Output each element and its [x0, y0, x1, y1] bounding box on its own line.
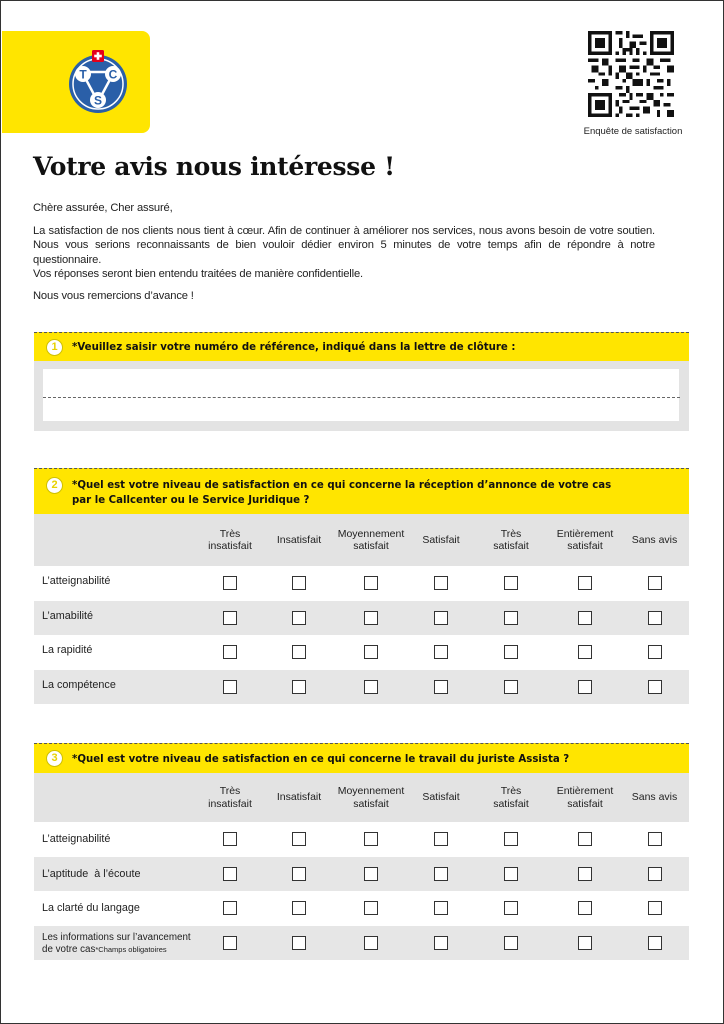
question-3-header-blank: [34, 773, 194, 822]
checkbox[interactable]: [578, 832, 592, 846]
checkbox[interactable]: [648, 867, 662, 881]
checkbox[interactable]: [292, 936, 306, 950]
checkbox[interactable]: [434, 645, 448, 659]
q2-col-header-tres-insatisfait: Très insatisfait: [194, 514, 266, 566]
checkbox[interactable]: [434, 611, 448, 625]
checkbox[interactable]: [648, 611, 662, 625]
checkbox[interactable]: [223, 936, 237, 950]
intro-confidential: Vos réponses seront bien entendu traitées de manière confidentielle.: [33, 267, 363, 280]
tcs-logo: [66, 50, 130, 114]
q3-row-label-atteignabilite: L’atteignabilité: [34, 822, 194, 857]
q3-row-label-line-2: de votre cas*Champs obligatoires: [42, 943, 167, 955]
q3-col-header-insatisfait: Insatisfait: [266, 773, 332, 822]
reference-number-dashed-line: [43, 397, 680, 398]
checkbox[interactable]: [648, 576, 662, 590]
question-1-text: *Veuillez saisir votre numéro de référence, indiqué dans la lettre de clôture :: [72, 342, 516, 353]
table-row: [34, 857, 689, 892]
table-row: [34, 566, 689, 601]
question-3-number-badge: 3: [46, 750, 63, 767]
checkbox[interactable]: [292, 611, 306, 625]
q2-row-label-competence: La compétence: [34, 670, 194, 705]
checkbox[interactable]: [648, 901, 662, 915]
checkbox[interactable]: [578, 611, 592, 625]
checkbox[interactable]: [223, 645, 237, 659]
q2-col-header-satisfait: Satisfait: [410, 514, 472, 566]
q3-col-header-entierement-satisfait: Entièrement satisfait: [550, 773, 620, 822]
q3-col-header-tres-satisfait: Très satisfait: [472, 773, 550, 822]
checkbox[interactable]: [434, 680, 448, 694]
checkbox[interactable]: [504, 901, 518, 915]
question-3-rating-grid: [34, 773, 689, 960]
q2-row-label-rapidite: La rapidité: [34, 635, 194, 670]
q2-col-header-sans-avis: Sans avis: [620, 514, 689, 566]
question-2-header-row: [34, 514, 689, 566]
checkbox[interactable]: [364, 832, 378, 846]
checkbox[interactable]: [434, 901, 448, 915]
question-3-bar: [34, 743, 689, 773]
q3-col-header-sans-avis: Sans avis: [620, 773, 689, 822]
question-1-bar: [34, 332, 689, 361]
checkbox[interactable]: [292, 645, 306, 659]
intro-text: [33, 201, 655, 303]
intro-greeting: Chère assurée, Cher assuré,: [33, 202, 173, 214]
question-2-header-blank: [34, 514, 194, 566]
question-2-text-line-2: par le Callcenter ou le Service Juridique ?: [72, 495, 310, 506]
q3-row-label-line-1: Les informations sur l’avancement: [42, 931, 191, 943]
checkbox[interactable]: [364, 901, 378, 915]
table-row: [34, 822, 689, 857]
checkbox[interactable]: [292, 867, 306, 881]
checkbox[interactable]: [648, 832, 662, 846]
question-2-section: [34, 468, 689, 704]
checkbox[interactable]: [364, 645, 378, 659]
question-3-header-row: [34, 773, 689, 822]
checkbox[interactable]: [648, 936, 662, 950]
checkbox[interactable]: [223, 611, 237, 625]
checkbox[interactable]: [292, 832, 306, 846]
checkbox[interactable]: [504, 611, 518, 625]
checkbox[interactable]: [578, 680, 592, 694]
checkbox[interactable]: [578, 936, 592, 950]
q2-col-header-tres-satisfait: Très satisfait: [472, 514, 550, 566]
checkbox[interactable]: [578, 901, 592, 915]
checkbox[interactable]: [223, 901, 237, 915]
qr-code: [588, 31, 674, 117]
table-row: [34, 926, 689, 961]
checkbox[interactable]: [578, 645, 592, 659]
page-title: Votre avis nous intéresse !: [33, 152, 395, 181]
checkbox[interactable]: [504, 680, 518, 694]
intro-thanks: Nous vous remercions d’avance !: [33, 290, 194, 303]
question-3-section: [34, 743, 689, 960]
checkbox[interactable]: [434, 576, 448, 590]
logo-letter-c: C: [108, 67, 118, 82]
checkbox[interactable]: [434, 867, 448, 881]
checkbox[interactable]: [648, 680, 662, 694]
qr-caption: Enquête de satisfaction: [583, 126, 683, 137]
q3-row-label-clarte-langage: La clarté du langage: [34, 891, 194, 926]
question-2-text-line-1: *Quel est votre niveau de satisfaction en ce qui concerne la réception d’annonce de votre cas: [72, 480, 612, 491]
checkbox[interactable]: [504, 936, 518, 950]
checkbox[interactable]: [364, 936, 378, 950]
checkbox[interactable]: [648, 645, 662, 659]
checkbox[interactable]: [223, 680, 237, 694]
q3-col-header-moyennement-satisfait: Moyennement satisfait: [332, 773, 410, 822]
table-row: [34, 601, 689, 636]
question-2-text: [34, 469, 611, 508]
question-2-rating-grid: [34, 514, 689, 704]
intro-paragraph: La satisfaction de nos clients nous tient à cœur. Afin de continuer à améliorer nos services, nous avons besoin de votre soutien. Nous vous serions reconnaissants de bien vouloir dédier environ 5 minutes de votre temps afin de répondre à notre questionnaire.: [33, 225, 655, 266]
checkbox[interactable]: [364, 611, 378, 625]
checkbox[interactable]: [504, 576, 518, 590]
question-2-number-badge: 2: [46, 477, 63, 494]
checkbox[interactable]: [223, 576, 237, 590]
checkbox[interactable]: [434, 936, 448, 950]
checkbox[interactable]: [504, 867, 518, 881]
table-row: [34, 891, 689, 926]
reference-number-input[interactable]: [43, 369, 679, 421]
question-1-panel: [34, 361, 689, 431]
checkbox[interactable]: [504, 645, 518, 659]
checkbox[interactable]: [364, 680, 378, 694]
checkbox[interactable]: [292, 680, 306, 694]
logo-letter-s: S: [93, 93, 103, 108]
q3-row-label-informations-avancement: [34, 926, 194, 961]
question-1-number-badge: 1: [46, 339, 63, 356]
checkbox[interactable]: [364, 576, 378, 590]
checkbox[interactable]: [578, 576, 592, 590]
q3-col-header-satisfait: Satisfait: [410, 773, 472, 822]
q2-col-header-entierement-satisfait: Entièrement satisfait: [550, 514, 620, 566]
checkbox[interactable]: [223, 832, 237, 846]
checkbox[interactable]: [434, 832, 448, 846]
required-fields-note: *Champs obligatoires: [95, 944, 167, 954]
table-row: [34, 670, 689, 705]
question-1-section: [34, 332, 689, 431]
logo-letter-t: T: [79, 67, 87, 82]
checkbox[interactable]: [504, 832, 518, 846]
q2-col-header-insatisfait: Insatisfait: [266, 514, 332, 566]
checkbox[interactable]: [364, 867, 378, 881]
checkbox[interactable]: [223, 867, 237, 881]
checkbox[interactable]: [578, 867, 592, 881]
q3-row-label-aptitude-ecoute: L’aptitude à l’écoute: [34, 857, 194, 892]
q2-col-header-moyennement-satisfait: Moyennement satisfait: [332, 514, 410, 566]
checkbox[interactable]: [292, 576, 306, 590]
checkbox[interactable]: [292, 901, 306, 915]
q2-row-label-amabilite: L’amabilité: [34, 601, 194, 636]
question-3-text: *Quel est votre niveau de satisfaction en ce qui concerne le travail du juriste Assista ?: [72, 754, 570, 765]
question-2-bar: [34, 468, 689, 514]
q2-row-label-atteignabilite: L’atteignabilité: [34, 566, 194, 601]
q3-col-header-tres-insatisfait: Très insatisfait: [194, 773, 266, 822]
table-row: [34, 635, 689, 670]
